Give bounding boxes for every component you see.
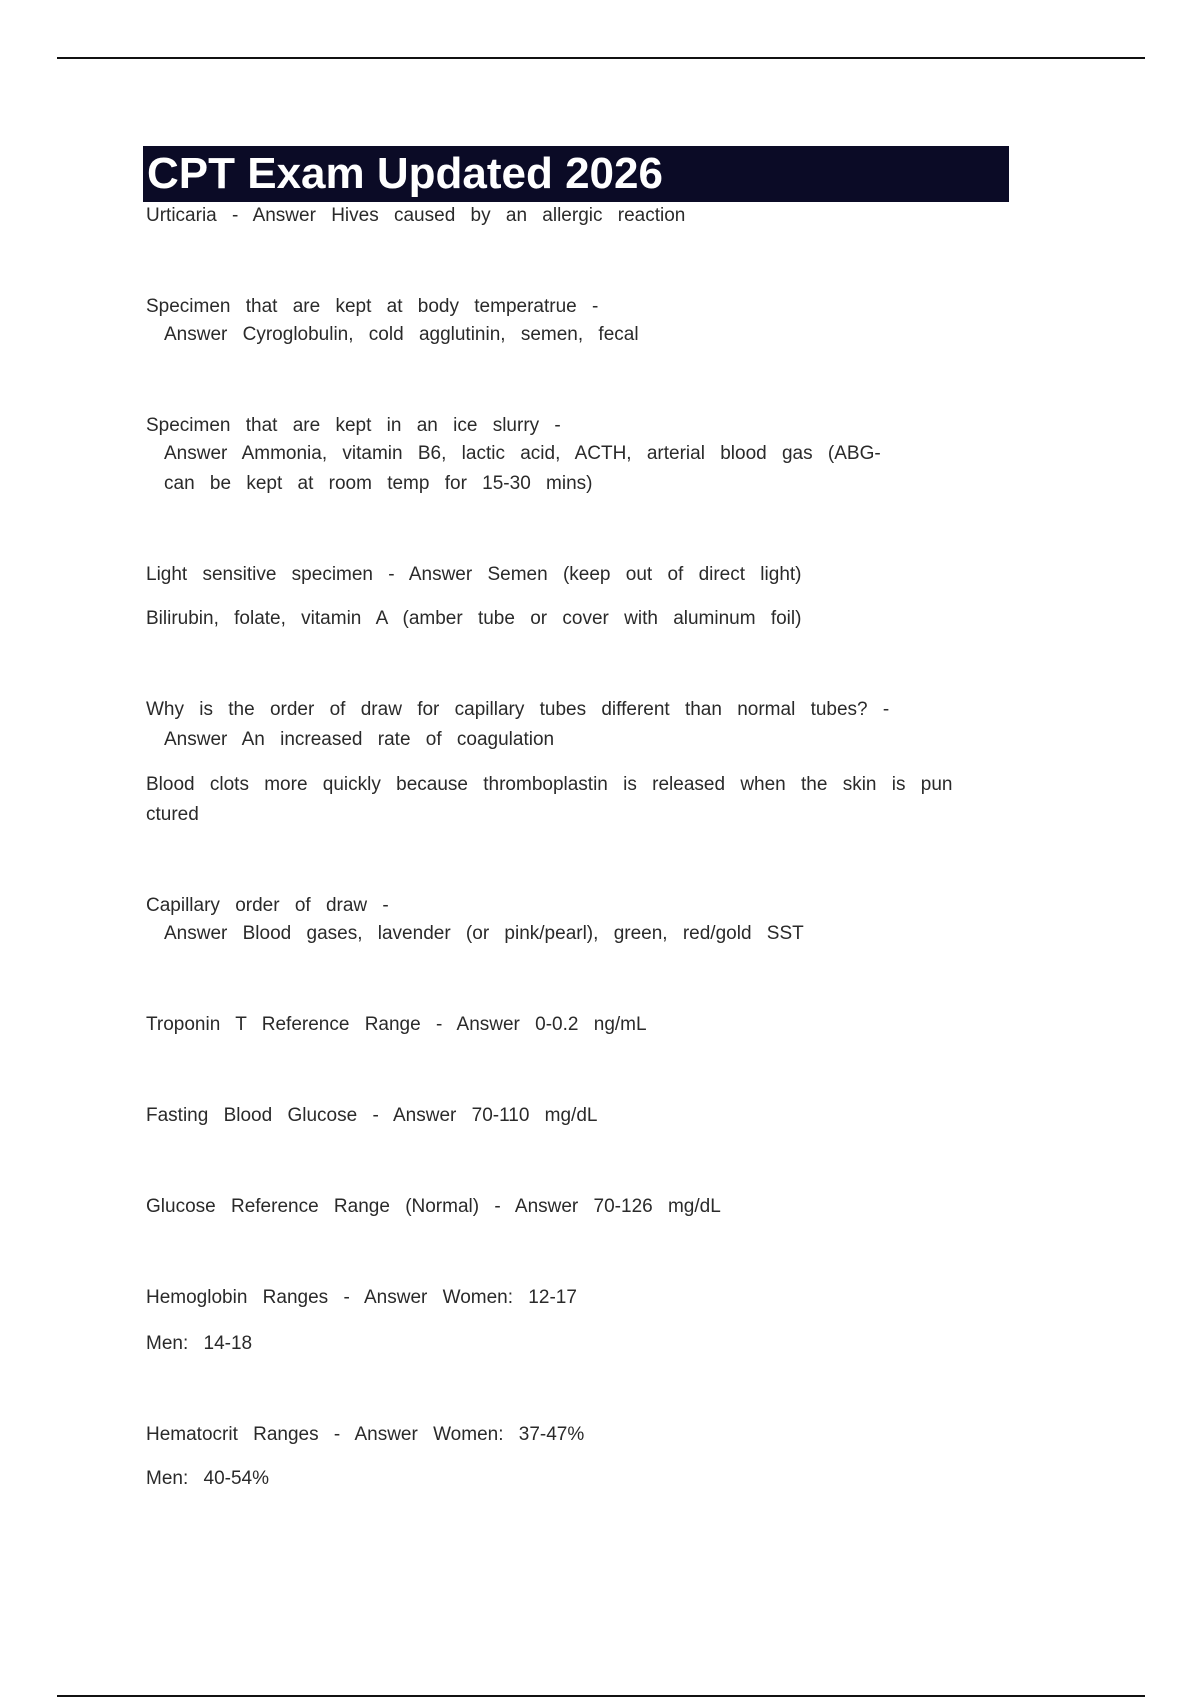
qa-glucose-range: Glucose Reference Range (Normal) - Answer 70-126 mg/dL: [146, 1196, 721, 1217]
qa-capillary-why-note: Blood clots more quickly because thromboplastin is released when the skin is pun: [146, 774, 953, 795]
qa-capillary-why-note-cont: ctured: [146, 804, 199, 825]
qa-capillary-order-answer: Answer Blood gases, lavender (or pink/pearl), green, red/gold SST: [164, 923, 804, 944]
qa-urticaria: Urticaria - Answer Hives caused by an allergic reaction: [146, 205, 686, 226]
qa-body-temp-answer: Answer Cyroglobulin, cold agglutinin, semen, fecal: [164, 324, 639, 345]
qa-troponin: Troponin T Reference Range - Answer 0-0.2 ng/mL: [146, 1014, 647, 1035]
qa-ice-slurry-answer: Answer Ammonia, vitamin B6, lactic acid, ACTH, arterial blood gas (ABG-: [164, 443, 881, 464]
qa-hematocrit: Hematocrit Ranges - Answer Women: 37-47%: [146, 1424, 585, 1445]
qa-light-sensitive-note: Bilirubin, folate, vitamin A (amber tube or cover with aluminum foil): [146, 608, 802, 629]
top-rule: [57, 57, 1145, 59]
qa-fasting-glucose: Fasting Blood Glucose - Answer 70-110 mg/dL: [146, 1105, 598, 1126]
qa-capillary-why-answer: Answer An increased rate of coagulation: [164, 729, 555, 750]
document-title: CPT Exam Updated 2026: [143, 146, 1009, 202]
bottom-rule: [57, 1695, 1145, 1697]
qa-hematocrit-men: Men: 40-54%: [146, 1468, 270, 1489]
qa-hemoglobin-men: Men: 14-18: [146, 1333, 253, 1354]
qa-hemoglobin: Hemoglobin Ranges - Answer Women: 12-17: [146, 1287, 577, 1308]
qa-capillary-why-question: Why is the order of draw for capillary tubes different than normal tubes? -: [146, 699, 890, 720]
qa-capillary-order-question: Capillary order of draw -: [146, 895, 389, 916]
qa-body-temp-question: Specimen that are kept at body temperatrue -: [146, 296, 599, 317]
qa-ice-slurry-question: Specimen that are kept in an ice slurry -: [146, 415, 561, 436]
qa-light-sensitive: Light sensitive specimen - Answer Semen (keep out of direct light): [146, 564, 802, 585]
qa-ice-slurry-answer-cont: can be kept at room temp for 15-30 mins): [164, 473, 593, 494]
